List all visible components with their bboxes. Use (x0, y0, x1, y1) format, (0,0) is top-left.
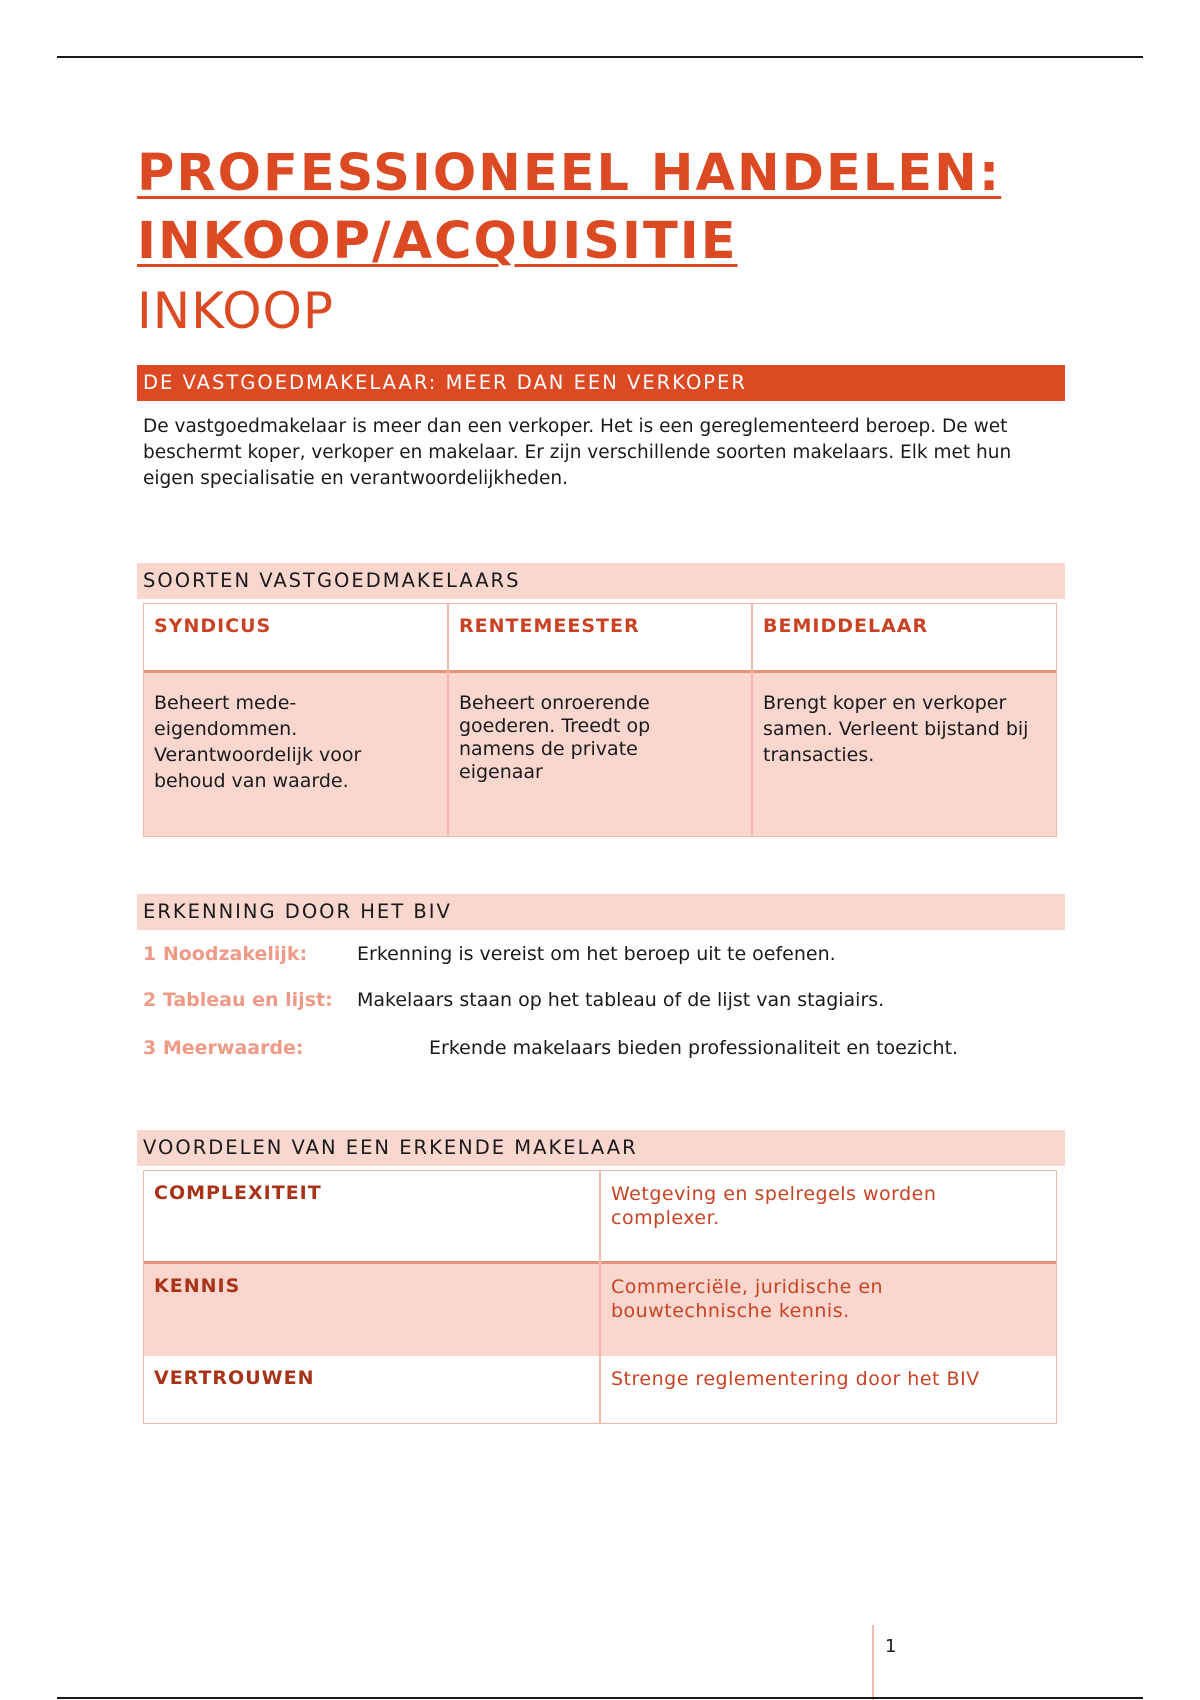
table-cell-syndicus: Beheert mede-eigendommen. Verantwoordelijk voor behoud van waarde. (154, 692, 362, 792)
biv-item-label: 3 Meerwaarde: (143, 1037, 304, 1059)
biv-item-text: Erkenning is vereist om het beroep uit te oefenen. (357, 943, 836, 965)
benefits-table (143, 1170, 1057, 1424)
biv-item-text: Makelaars staan op het tableau of de lijst van stagiairs. (357, 989, 885, 1011)
benefit-value: Wetgeving en spelregels worden complexer. (611, 1183, 937, 1229)
page-number-bar (872, 1625, 874, 1700)
section-heading-types: SOORTEN VASTGOEDMAKELAARS (137, 563, 1065, 599)
benefit-key: VERTROUWEN (154, 1367, 315, 1389)
table-header-bemiddelaar: BEMIDDELAAR (763, 615, 929, 637)
section-heading-intro: DE VASTGOEDMAKELAAR: MEER DAN EEN VERKOPER (137, 365, 1065, 401)
section-heading-benefits: VOORDELEN VAN EEN ERKENDE MAKELAAR (137, 1130, 1065, 1166)
table-cell-rentemeester: Beheert onroerende goederen. Treedt op namens de private eigenaar (459, 692, 651, 783)
document-title-line-1: PROFESSIONEEL HANDELEN: (137, 144, 1002, 203)
biv-item-text: Erkende makelaars bieden professionaliteit en toezicht. (429, 1037, 959, 1059)
title-block (137, 140, 1065, 344)
table-cell-bemiddelaar: Brengt koper en verkoper samen. Verleent bijstand bij transacties. (763, 692, 1029, 766)
benefit-value: Strenge reglementering door het BIV (611, 1368, 980, 1390)
document-title-line-2: INKOOP/ACQUISITIE (137, 212, 738, 271)
broker-types-table (143, 603, 1057, 837)
column-divider (599, 1171, 601, 1423)
table-header-rentemeester: RENTEMEESTER (459, 615, 640, 637)
biv-item-label: 2 Tableau en lijst: (143, 989, 333, 1011)
page-number: 1 (885, 1636, 897, 1657)
table-header-syndicus: SYNDICUS (154, 615, 272, 637)
biv-item-label: 1 Noodzakelijk: (143, 943, 308, 965)
document-subtitle: INKOOP (137, 282, 335, 340)
benefit-key: COMPLEXITEIT (154, 1182, 322, 1204)
bottom-rule (57, 1697, 1143, 1699)
benefit-value: Commerciële, juridische en bouwtechnische kennis. (611, 1276, 884, 1322)
top-rule (57, 56, 1143, 58)
intro-paragraph: De vastgoedmakelaar is meer dan een verkoper. Het is een gereglementeerd beroep. De wet beschermt koper, verkoper en makelaar. Er zijn verschillende soorten makelaars. Elk met hun eigen specialisatie en verantwoordelijkheden. (143, 416, 1012, 489)
benefit-key: KENNIS (154, 1275, 241, 1297)
section-heading-biv: ERKENNING DOOR HET BIV (137, 894, 1065, 930)
